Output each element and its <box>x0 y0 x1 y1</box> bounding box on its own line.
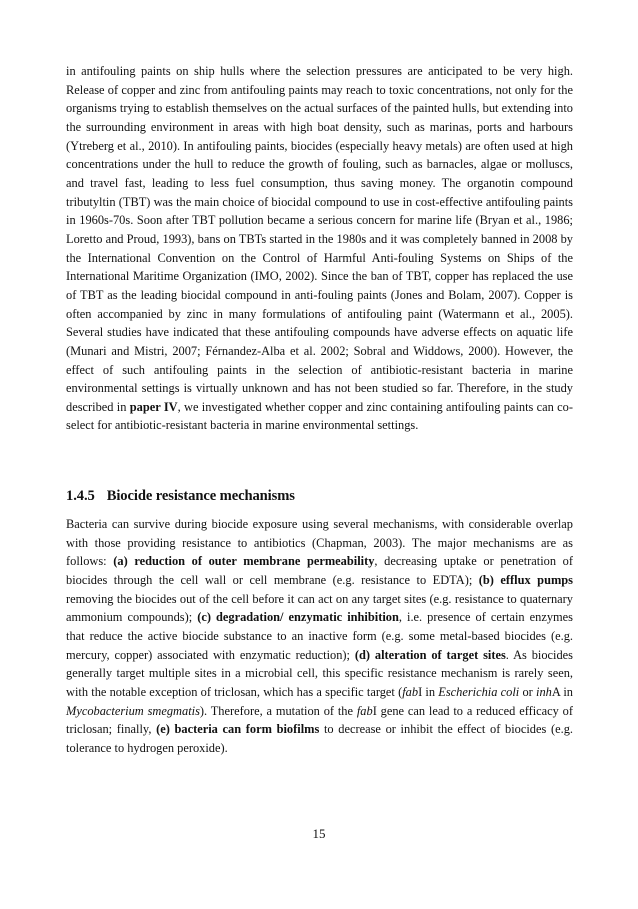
italic-text: fab <box>402 684 419 699</box>
text-run: ). Therefore, a mutation of the <box>199 703 357 718</box>
text-run: A in <box>551 684 573 699</box>
section-heading <box>66 488 295 505</box>
italic-text: inh <box>536 684 552 699</box>
text-run: I gene can lead to a reduced efficacy of triclosan; finally, <box>66 703 574 737</box>
italic-text: fab <box>356 703 373 718</box>
text-run: Bacteria can survive during biocide exposure using several mechanisms, with considerable overlap with those providing resistance to antibiotics (Chapman, 2003). The major mechanisms are as follows: <box>66 517 573 569</box>
italic-text: Mycobacterium smegmatis <box>66 703 200 718</box>
italic-text: Escherichia coli <box>438 684 520 699</box>
section-number: 1.4.5 <box>66 488 95 504</box>
bold-text: (d) alteration of target sites <box>354 647 506 662</box>
page-number: 15 <box>312 826 326 841</box>
text-run: , we investigated whether copper and zinc containing antifouling paints can co-select for antibiotic-resistant bacteria in marine environmental settings. <box>66 399 573 433</box>
body-paragraph-biocide-resistance <box>66 515 573 758</box>
body-paragraph-antifouling <box>66 62 573 435</box>
text-run: or <box>519 684 537 699</box>
bold-text: (e) bacteria can form biofilms <box>156 722 320 737</box>
text-run: . As biocides generally target multiple sites in a microbial cell, this specific resistance mechanism is rarely seen, with the notable exception of triclosan, which has a specific target ( <box>66 647 573 699</box>
section-title: Biocide resistance mechanisms <box>106 488 295 504</box>
bold-text: (b) efflux pumps <box>478 572 573 587</box>
bold-text: paper IV <box>129 399 178 414</box>
text-run: , decreasing uptake or penetration of biocides through the cell wall or cell membrane (e.g. resistance to EDTA); <box>66 554 573 587</box>
bold-text: (a) reduction of outer membrane permeability <box>113 554 375 569</box>
text-run: I in <box>418 684 439 699</box>
text-run: , i.e. presence of certain enzymes that reduce the active biocide substance to an inactive form (e.g. some metal-based biocides (e.g. mercury, copper) associated with enzymatic reduction); <box>66 610 573 662</box>
text-run: in antifouling paints on ship hulls where the selection pressures are anticipated to be very high. Release of copper and zinc from antifouling paints may reach to toxic concentrations, not only for the organisms trying to establish themselves on the actual surfaces of the painted hulls, but extending into the surrounding environment in areas with high boat density, such as marinas, ports and harbours (Ytreberg et al., 2010). In antifouling paints, biocides (especially heavy metals) are often used at high concentrations under the hull to reduce the growth of fouling, such as barnacles, algae or molluscs, and travel fast, leading to less fuel consumption, thus saving money. The organotin compound tributyltin (TBT) was the main choice of biocidal compound to use in cost-effective antifouling paints in 1960s-70s. Soon after TBT pollution became a serious concern for marine life (Bryan et al., 1986; Loretto and Proud, 1993), bans on TBTs started in the 1980s and it was completely banned in 2008 by the International Convention on the Control of Harmful Anti-fouling Systems on Ships of the International Maritime Organization (IMO, 2002). Since the ban of TBT, copper has replaced the use of TBT as the leading biocidal compound in anti-fouling paints (Jones and Bolam, 2007). Copper is often accompanied by zinc in many formulations of antifouling paint (Watermann et al., 2005). Several studies have indicated that these antifouling compounds have adverse effects on aquatic life (Munari and Mistri, 2007; Férnandez-Alba et al. 2002; Sobral and Widdows, 2000). However, the effect of such antifouling paints in the selection of antibiotic-resistant bacteria in marine environmental settings is virtually unknown and has not been studied so far. Therefore, in the study described in <box>66 64 573 414</box>
text-run: removing the biocides out of the cell before it can act on any target sites (e.g. resistance to quaternary ammonium compounds); <box>66 591 573 625</box>
bold-text: (c) degradation/ enzymatic inhibition <box>197 610 399 625</box>
text-run: to decrease or inhibit the effect of biocides (e.g. tolerance to hydrogen peroxide). <box>66 722 573 755</box>
